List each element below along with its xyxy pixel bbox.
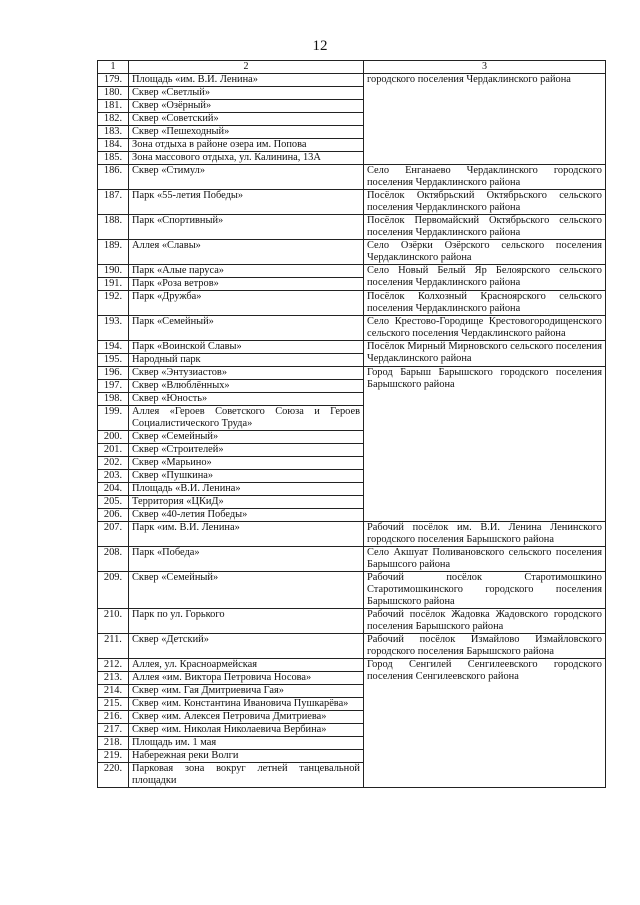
object-name: Территория «ЦКиД» [129,496,364,509]
object-name: Сквер «Семейный» [129,431,364,444]
object-name: Парк «Дружба» [129,291,364,316]
registry-table [97,60,606,788]
table-row [98,367,606,380]
object-name: Парк «Роза ветров» [129,278,364,291]
object-name: Сквер «Марьино» [129,457,364,470]
registry-body [98,74,606,788]
row-number: 202. [98,457,129,470]
object-name: Сквер «Влюблённых» [129,380,364,393]
row-number: 205. [98,496,129,509]
table-row [98,316,606,341]
row-number: 194. [98,341,129,354]
row-number: 197. [98,380,129,393]
row-number: 215. [98,698,129,711]
table-row [98,547,606,572]
table-row [98,659,606,672]
location: Город Сенгилей Сенгилеевского городского поселения Сенгилеевского района [364,659,606,788]
row-number: 193. [98,316,129,341]
object-name: Сквер «им. Алексея Петровича Дмитриева» [129,711,364,724]
row-number: 218. [98,737,129,750]
page-number: 12 [312,38,328,54]
location: Село Новый Белый Яр Белоярского сельского поселения Чердаклинского района [364,265,606,291]
object-name: Аллея «Героев Советского Союза и Героев Социалистического Труда» [129,406,364,431]
location: Посёлок Мирный Мирновского сельского поселения Чердаклинского района [364,341,606,367]
object-name: Сквер «Энтузиастов» [129,367,364,380]
row-number: 186. [98,165,129,190]
table-row [98,291,606,316]
row-number: 204. [98,483,129,496]
row-number: 189. [98,240,129,265]
row-number: 206. [98,509,129,522]
row-number: 191. [98,278,129,291]
table-row [98,190,606,215]
object-name: Парк «Алые паруса» [129,265,364,278]
row-number: 207. [98,522,129,547]
table-row [98,609,606,634]
object-name: Парк «55-летия Победы» [129,190,364,215]
row-number: 211. [98,634,129,659]
column-header: 1 [98,61,129,74]
row-number: 187. [98,190,129,215]
object-name: Сквер «Строителей» [129,444,364,457]
object-name: Парк «Семейный» [129,316,364,341]
row-number: 199. [98,406,129,431]
row-number: 213. [98,672,129,685]
row-number: 214. [98,685,129,698]
row-number: 220. [98,763,129,788]
table-row [98,74,606,87]
object-name: Сквер «Светлый» [129,87,364,100]
object-name: Парковая зона вокруг летней танцевальной площадки [129,763,364,788]
object-name: Зона массового отдыха, ул. Калинина, 13А [129,152,364,165]
object-name: Сквер «Юность» [129,393,364,406]
table-row [98,240,606,265]
object-name: Парк по ул. Горького [129,609,364,634]
object-name: Набережная реки Волги [129,750,364,763]
object-name: Сквер «им. Николая Николаевича Вербина» [129,724,364,737]
object-name: Площадь «им. В.И. Ленина» [129,74,364,87]
location: Посёлок Колхозный Красноярского сельского поселения Чердаклинского района [364,291,606,316]
location: Рабочий посёлок Старотимошкино Старотимошкинского городского поселения Барышского района [364,572,606,609]
row-number: 188. [98,215,129,240]
table-row [98,572,606,609]
location: Город Барыш Барышского городского поселения Барышского района [364,367,606,522]
row-number: 192. [98,291,129,316]
column-header: 3 [364,61,606,74]
location: Село Енганаево Чердаклинского городского поселения Чердаклинского района [364,165,606,190]
location: Село Озёрки Озёрского сельского поселения Чердаклинского района [364,240,606,265]
row-number: 203. [98,470,129,483]
row-number: 201. [98,444,129,457]
row-number: 200. [98,431,129,444]
table-row [98,265,606,278]
table-row [98,215,606,240]
row-number: 196. [98,367,129,380]
object-name: Сквер «Пешеходный» [129,126,364,139]
object-name: Парк «Победа» [129,547,364,572]
row-number: 185. [98,152,129,165]
row-number: 216. [98,711,129,724]
object-name: Сквер «Семейный» [129,572,364,609]
row-number: 198. [98,393,129,406]
location: Село Крестово-Городище Крестовогородищенского сельского поселения Чердаклинского района [364,316,606,341]
object-name: Сквер «Пушкина» [129,470,364,483]
location: Рабочий посёлок им. В.И. Ленина Ленинского городского поселения Барышского района [364,522,606,547]
object-name: Парк «им. В.И. Ленина» [129,522,364,547]
row-number: 179. [98,74,129,87]
object-name: Сквер «Озёрный» [129,100,364,113]
object-name: Зона отдыха в районе озера им. Попова [129,139,364,152]
location: городского поселения Чердаклинского района [364,74,606,165]
location: Посёлок Первомайский Октябрьского сельского поселения Чердаклинского района [364,215,606,240]
row-number: 184. [98,139,129,152]
object-name: Сквер «им. Гая Дмитриевича Гая» [129,685,364,698]
object-name: Сквер «40-летия Победы» [129,509,364,522]
location: Село Акшуат Поливановского сельского поселения Барышсого района [364,547,606,572]
location: Посёлок Октябрьский Октябрьского сельского поселения Чердаклинского района [364,190,606,215]
location: Рабочий посёлок Измайлово Измайловского городского поселения Барышского района [364,634,606,659]
object-name: Сквер «Детский» [129,634,364,659]
object-name: Парк «Спортивный» [129,215,364,240]
table-row [98,165,606,190]
row-number: 195. [98,354,129,367]
object-name: Парк «Воинской Славы» [129,341,364,354]
object-name: Аллея «им. Виктора Петровича Носова» [129,672,364,685]
row-number: 212. [98,659,129,672]
table-header-row [98,61,606,74]
object-name: Сквер «Советский» [129,113,364,126]
object-name: Сквер «Стимул» [129,165,364,190]
object-name: Народный парк [129,354,364,367]
location: Рабочий посёлок Жадовка Жадовского городского поселения Барышского района [364,609,606,634]
object-name: Аллея «Славы» [129,240,364,265]
row-number: 210. [98,609,129,634]
object-name: Аллея, ул. Красноармейская [129,659,364,672]
table-row [98,341,606,354]
row-number: 181. [98,100,129,113]
row-number: 217. [98,724,129,737]
row-number: 183. [98,126,129,139]
row-number: 219. [98,750,129,763]
object-name: Сквер «им. Константина Ивановича Пушкарёва» [129,698,364,711]
row-number: 209. [98,572,129,609]
column-header: 2 [129,61,364,74]
row-number: 180. [98,87,129,100]
object-name: Площадь им. 1 мая [129,737,364,750]
object-name: Площадь «В.И. Ленина» [129,483,364,496]
row-number: 182. [98,113,129,126]
row-number: 208. [98,547,129,572]
table-row [98,522,606,547]
row-number: 190. [98,265,129,278]
table-row [98,634,606,659]
